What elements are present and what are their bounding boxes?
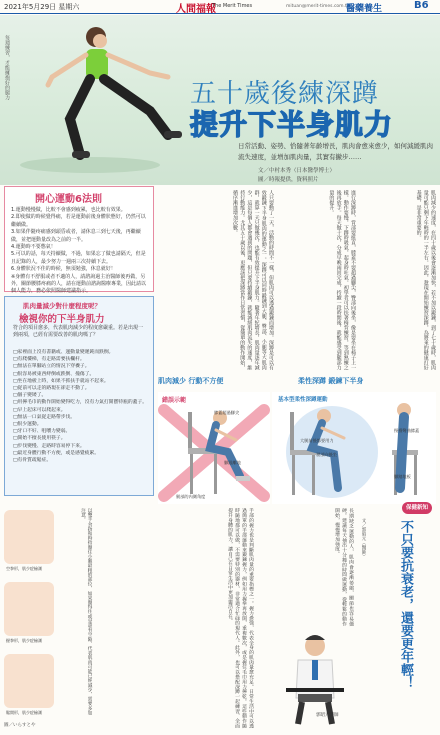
section-name: 醫藥養生	[346, 4, 383, 14]
page-header	[0, 0, 440, 14]
bottom-article-text-1: 手部的握力也是判斷肌肉量的重要指標之一。握力愈強，代表全身的肌肉量愈充足。日常生活中可以透過簡單的手部運動來鍛鍊握力，例如用力握拳再放開，重複數次，或是握住毛巾用力擰乾。這些動作隨時隨地都可以做，不需要特別的器材，非常適合忙碌的現代人。此外，也可以搭配深蹲一起練習，全面提升身體的肌力，讓自己在日常生活中更加靈活自在。	[227, 508, 253, 728]
article-column-3: 肌肉減少的速度，在四十歲以後會逐漸加快，若不加以鍛鍊，到了七十歲時，肌肉量可能只剩下年輕時的一半左右。因此，趁現在開始練習深蹲，為將來的健康打好基礎，是非常重要的。	[415, 190, 436, 370]
checklist-heading: 檢視你的下半身肌力	[19, 314, 105, 325]
basic-squat-figure	[272, 392, 436, 504]
illustration-note: 腳踏地板	[394, 474, 411, 479]
basic-squat-label: 基本型柔性深蹲運動	[278, 395, 338, 403]
contact-email: mituan@merit-times.com.tw	[286, 4, 351, 9]
illustration-credit: 圖／いらすとや	[4, 723, 36, 728]
doctor-photo	[272, 628, 358, 728]
newspaper-name-en: The Merit Times	[212, 3, 253, 9]
hand-illustration	[4, 510, 54, 564]
photo-caption: 每週練習，才能擁抱好的腿力	[4, 35, 10, 100]
illustration-note: 腰部向後坐	[316, 452, 337, 457]
list-item: 2.即使做的時候覺得痛，若是運動前後身體狀態好，仍然可以繼續做。	[11, 214, 146, 228]
list-item: 4.運動時不要憋氣！	[11, 244, 56, 251]
checklist	[13, 349, 151, 464]
hand-test-text: 以雙手食指和拇指圈住小腿最粗的部位，如果圈得住或是還有空隙，代表肌肉可能已經減少，需要多加注意。	[80, 508, 92, 715]
hand-caption: 鬆開形，肌少症檢測	[6, 710, 42, 715]
side-article-author: 文／郭昭元（醫師）	[361, 518, 366, 559]
hand-illustration	[4, 582, 54, 636]
list-item: □從前可以走的路現在卻走不動了。	[13, 386, 90, 392]
list-item: □很少運動。	[13, 422, 42, 428]
page-number: B6	[414, 0, 429, 11]
list-item: 5.可以的話，每天持續做，不過，如果忘了做也請隔天，但是且記錄的人，最少努力一週兩三次持續下去。	[11, 251, 146, 265]
list-item: 6.身體狀況不佳的時候，無須勉強，休息就好！	[11, 266, 116, 273]
list-item: □最近身體行動不方便，或是感覺疲累。	[13, 450, 100, 456]
hand-illustration	[4, 654, 54, 708]
subheading-muscle-loss: 肌肉減少 行動不方便	[158, 377, 224, 385]
checklist-subheading: 肌肉量減少對什麼程度呢？	[23, 302, 101, 310]
list-item: □無法在單腳站立的情況下穿襪子。	[13, 364, 90, 370]
illustration-note: 膝蓋超過腳尖	[214, 410, 240, 415]
list-item: □用擰毛巾的動作開始變得吃力，沒有力氣打開寶特瓶的蓋子。	[13, 400, 148, 406]
illustration-note: 慢慢彎曲膝蓋	[394, 428, 420, 433]
illustration-note: 大腿前後都要用力	[300, 438, 334, 443]
list-item: □早上起床可以爬起來。	[13, 407, 66, 413]
article-column-2: 進行深蹲時，背部要挺直，膝蓋不要超過腳尖，臀部向後坐，像是要坐在椅子上一樣。動作要慢，下蹲時吸氣，起身時吐氣。初學者可以扶著椅背練習，等到熟練之後再放手。每天做十次，分成早晚兩回完成，持續一段時間後，就能感受到腿部力量的提升。	[328, 190, 356, 370]
headline-line-1: 五十歲後練深蹲	[190, 79, 380, 109]
hand-caption: 握拳形，肌少症檢測	[6, 638, 42, 643]
health-news-badge: 保健新知	[402, 502, 432, 514]
article-column-1: 人只要動了一天，活動的時間不一樣，但肌肉可以透過鍛鍊而增加。深蹲是可以有效鍛鍊下半身肌肉的運動之一。深蹲可以同時鍛鍊到大腿、臀部、小腿等大肌肉群，就算一天只做幾次，也能有效提升下半身肌力。隨著年紀增長，肌肉量逐年減少，這是每個人都會遇到的問題，但只要持續鍛鍊，就能減緩肌肉流失的速度，維持行動能力。尤其五十歲以後，更應該把深蹲當作日常習慣，從簡單的動作開始，循序漸進增加次數。	[231, 190, 274, 370]
list-item: ※身體有不舒服或者不適的人，請諮詢過主治醫師後再做，另外，關節腰膝疼痛的人，請在運動前諮詢醫療專業，因此請以個人能力，務必依照醫師建議指示。	[11, 273, 147, 295]
hero-photo	[0, 15, 440, 185]
list-item: □坐在地板上時，如果不抓扶手就站不起來。	[13, 378, 109, 384]
article-credit	[258, 167, 335, 185]
list-item: □步伐變慢、走路時容易停下來。	[13, 443, 85, 449]
wrong-squat-illustration	[158, 392, 270, 504]
checklist-intro: 符合的項目愈多，代表肌肉減少的程度愈嚴重。若是出現一到兩項，已經有需要改善的肌肉嗎了？	[13, 325, 144, 338]
list-item: 1.運動慢慢做，比較不會感到疲累，也比較有效果。	[11, 207, 126, 213]
author-credit: 文／中村本秀（日本醫學博士）	[258, 168, 336, 174]
illustration-note: 腳跟離地	[224, 460, 241, 465]
rules-heading: 開心運動6法則	[35, 194, 102, 205]
lead-paragraph: 日常活動、姿勢、恰隨著年齡增長，肌肉會愈來愈少，如何減緩肌肉流失速度，並增加肌肉量，其實有撇步……	[238, 142, 433, 161]
checklist-box	[4, 296, 154, 496]
basic-squat-illustration	[272, 392, 436, 504]
list-item: 3.如果伴隨疼痛感到頭昏或者，請休息三到七天後，再繼續做，並把運動量改為之前的一半。	[11, 229, 141, 243]
list-item: □有爬樓梯，有走路需要扶欄杆。	[13, 357, 85, 363]
list-item: □牙口不好、咀嚼力變弱。	[13, 429, 71, 435]
side-article-title: 不只要抗衰老，還要更年輕！	[398, 520, 413, 689]
list-item: □開始不擅長使用筷子。	[13, 436, 66, 442]
image-credit: 圖／時報提供，資料照片	[258, 177, 319, 183]
wrong-example-label: 錯誤示範	[162, 397, 187, 404]
doctor-caption: 郭昭元醫師	[316, 713, 339, 718]
rules-list	[11, 207, 149, 296]
list-item: □很容易被東西絆倒或跌倒、撞傷了。	[13, 371, 95, 377]
subheading-soft-squat: 柔性深蹲 鍛鍊下半身	[298, 377, 364, 385]
newspaper-logo: 人間福報	[176, 4, 216, 15]
doctor-figure	[272, 628, 358, 728]
list-item: □家裡面上沒有書籍或、運動量變遲鈍而跌倒。	[13, 350, 114, 355]
wrong-squat-figure	[158, 392, 270, 504]
issue-date: 2021年5月29日 星期六	[4, 3, 80, 11]
headline-line-2: 提升下半身肌力	[190, 108, 394, 141]
list-item: □個子變矮了。	[13, 393, 47, 399]
list-item: □無法一口氣從走路帶步伐。	[13, 414, 76, 420]
bottom-article-text-2: 長期缺乏運動的人，肌肉會逐漸萎縮，關節也容易僵硬。建議每天抽出十分鐘的時間做運動，從輕鬆的動作開始，慢慢增加強度。	[334, 508, 353, 626]
illustration-note: 腿部的內側角度	[176, 494, 206, 499]
list-item: □有骨質疏鬆症。	[13, 458, 52, 464]
exercise-rules-box	[4, 186, 154, 295]
hand-caption: 空拳形，肌少症檢測	[6, 566, 42, 571]
